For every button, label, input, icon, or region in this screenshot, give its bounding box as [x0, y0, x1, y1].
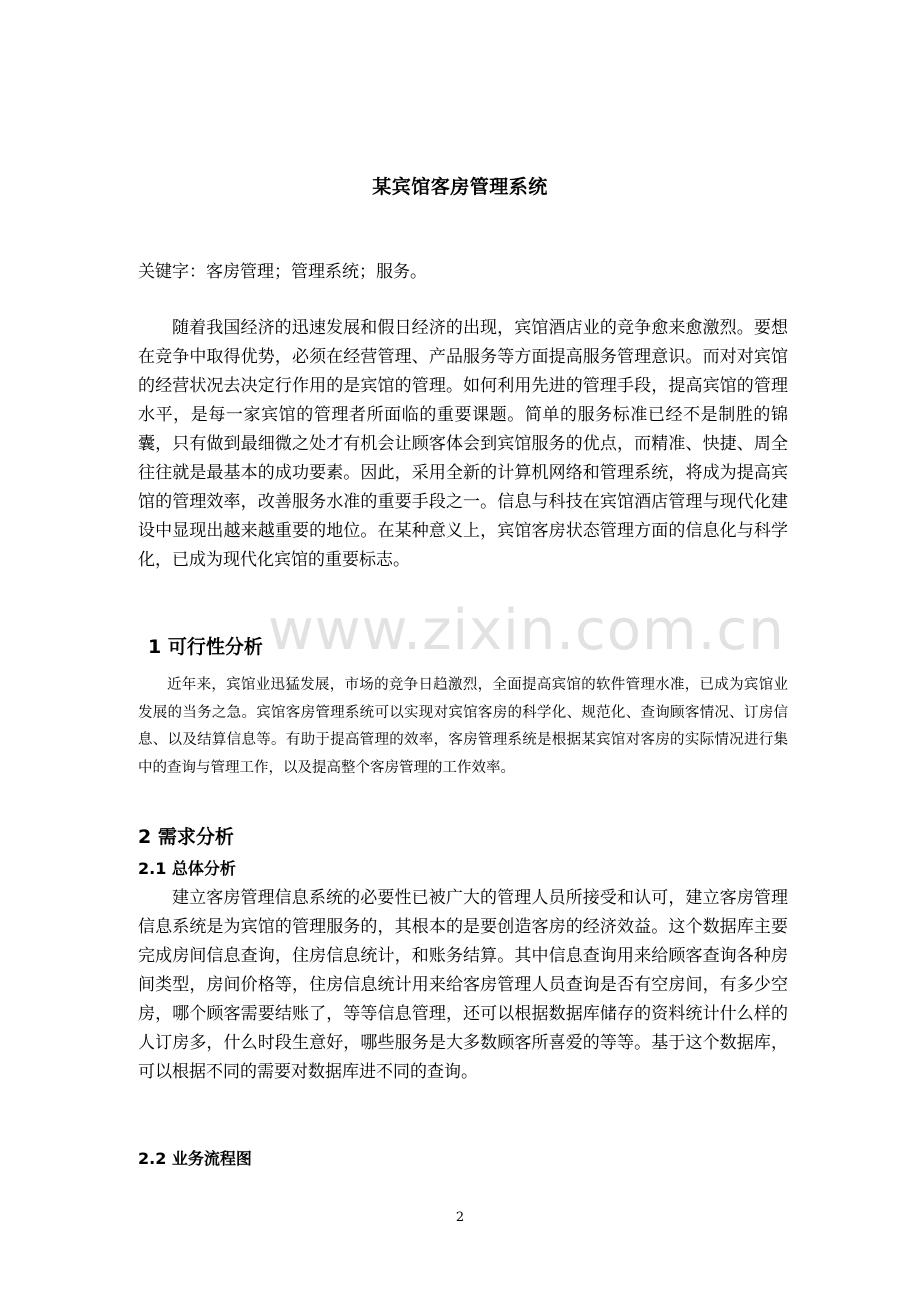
section-2-1-heading: 2.1 总体分析: [138, 859, 236, 878]
page-number: 2: [455, 1210, 465, 1225]
section-2-1-paragraph: 建立客房管理信息系统的必要性已被广大的管理人员所接受和认可，建立客房管理信息系统是为宾馆的管理服务的，其根本的是要创造客房的经济效益。这个数据库主要完成房间信息查询，住房信息统计，和账务结算。其中信息查询用来给顾客查询各种房间类型，房间价格等，住房信息统计用来给客房管理人员查询是否有空房间，有多少空房，哪个顾客需要结账了，等等信息管理，还可以根据数据库储存的资料统计什么样的人订房多，什么时段生意好，哪些服务是大多数顾客所喜爱的等等。基于这个数据库，可以根据不同的需要对数据库进不同的查询。: [138, 888, 788, 1082]
intro-paragraph: 随着我国经济的迅速发展和假日经济的出现，宾馆酒店业的竞争愈来愈激烈。要想在竞争中取得优势，必须在经营管理、产品服务等方面提高服务管理意识。而对对宾馆的经营状况去决定行作用的是宾馆的管理。如何利用先进的管理手段，提高宾馆的管理水平，是每一家宾馆的管理者所面临的重要课题。简单的服务标准已经不是制胜的锦囊，只有做到最细微之处才有机会让顾客体会到宾馆服务的优点，而精准、快捷、周全往往就是最基本的成功要素。因此，采用全新的计算机网络和管理系统，将成为提高宾馆的管理效率，改善服务水准的重要手段之一。信息与科技在宾馆酒店管理与现代化建设中显现出越来越重要的地位。在某种意义上，宾馆客房状态管理方面的信息化与科学化，已成为现代化宾馆的重要标志。: [138, 318, 788, 570]
keywords-line: 关键字：客房管理；管理系统；服务。: [138, 262, 427, 282]
document-title: 某宾馆客房管理系统: [372, 176, 548, 198]
section-2-heading: 2 需求分析: [138, 826, 234, 848]
section-2-2-heading: 2.2 业务流程图: [138, 1149, 252, 1168]
section-1-paragraph: 近年来，宾馆业迅猛发展，市场的竞争日趋激烈，全面提高宾馆的软件管理水准，已成为宾馆业发展的当务之急。宾馆客房管理系统可以实现对宾馆客房的科学化、规范化、查询顾客情况、订房信息、以及结算信息等。有助于提高管理的效率，客房管理系统是根据某宾馆对客房的实际情况进行集中的查询与管理工作，以及提高整个客房管理的工作效率。: [138, 677, 788, 776]
section-1-heading: 1 可行性分析: [148, 636, 263, 658]
watermark-text: www.zixin.com.cn: [268, 598, 785, 663]
